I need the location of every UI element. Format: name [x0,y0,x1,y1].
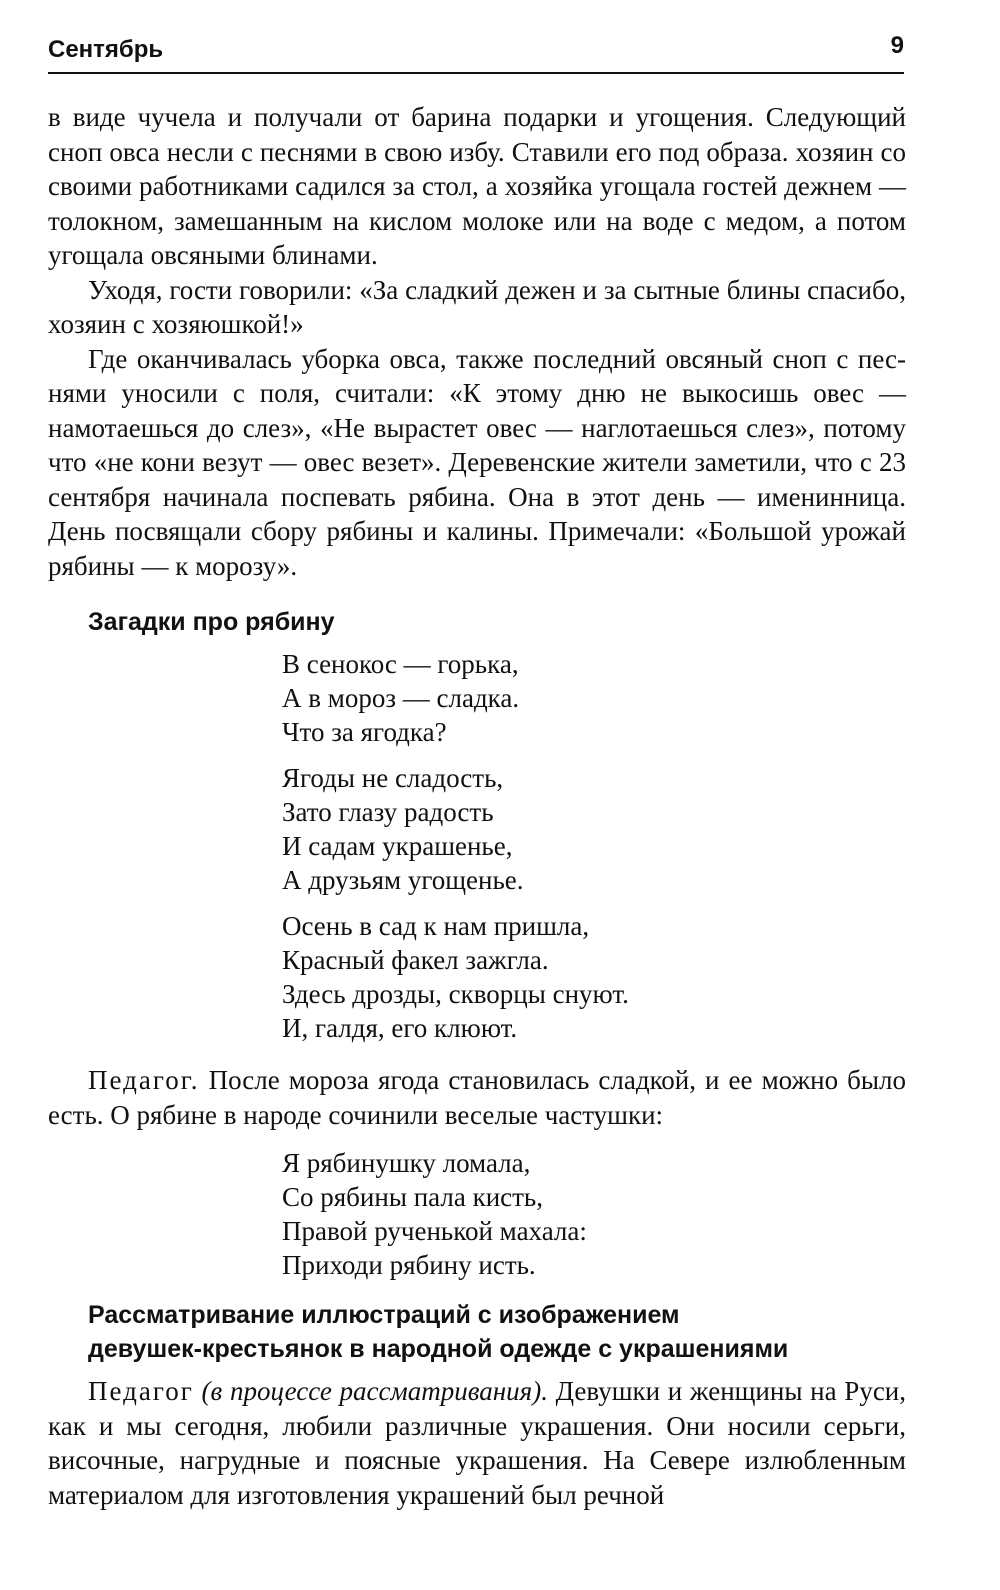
page-number: 9 [890,32,904,59]
riddle-stanza-2 [282,761,906,897]
heading-line: Рассматривание иллюстраций с изображением [88,1301,680,1329]
pedagog-paragraph-2 [48,1374,906,1512]
paragraph-3: Где оканчивалась уборка овса, также последний овсяный сноп с песнями уносили с поля, считали: «К этому дню не выкосишь овес — намотаешься до слез», «Не вырастет овес — наглотаешься слез», потому что «не кони везут — овес везет». Деревенские жители заметили, что с 23 сентября начинала поспевать рябина. Она в этот день — именинница. День посвящали сбору рябины и калины. Примечали: «Большой урожай рябины — к морозу». [48,343,906,581]
page-body [48,100,906,1512]
poem-line: Осень в сад к нам пришла, [282,911,590,941]
riddle-stanza-3 [282,909,906,1045]
riddles-poem [282,647,906,1045]
riddle-stanza-1 [282,647,906,749]
poem-line: И садам украшенье, [282,831,513,861]
poem-line: Ягоды не сладость, [282,763,504,793]
poem-line: А друзьям угощенье. [282,865,524,895]
illustrations-heading [88,1298,906,1366]
poem-line: Что за ягодка? [282,717,447,747]
speaker-label: Педагог. [88,1065,200,1095]
speaker-label: Педагог [88,1376,194,1406]
poem-line: Со рябины пала кисть, [282,1182,543,1212]
poem-line: В сенокос — горька, [282,649,519,679]
pedagog-text: После мороза ягода становилась сладкой, и ее можно было есть. О рябине в народе сочинили веселые частушки: [48,1065,906,1130]
stage-remark: (в процессе рассматривания). [201,1376,548,1406]
poem-line: Здесь дрозды, скворцы снуют. [282,979,629,1009]
poem-line: Зато глазу радость [282,797,494,827]
running-title: Сентябрь [48,36,164,63]
paragraph-2: Уходя, гости говорили: «За сладкий дежен и за сытные блины спасибо, хозяин с хозяюшкой!» [48,274,906,339]
chastushka-poem [282,1146,906,1282]
poem-line: Правой рученькой махала: [282,1216,587,1246]
riddles-heading: Загадки про рябину [88,608,335,636]
pedagog-text: Девушки и женщины на Руси, как и мы сегодня, любили различные украшения. Они носили серьги, височные, нагрудные и поясные украшения. На Севере излюбленным материалом для изготовления украшений был речной [48,1376,906,1510]
paragraph-1: в виде чучела и получали от барина подарки и угощения. Следующий сноп овса несли с песнями в свою избу. Ставили его под образа. хозяин со своими работниками садился за стол, а хозяйка угощала гостей дежнем — толокном, замешанным на кислом молоке или на воде с медом, а потом угощала овсяными блинами. [48,102,906,270]
poem-line: Приходи рябину исть. [282,1250,536,1280]
pedagog-paragraph-1 [48,1063,906,1132]
running-header [48,32,904,74]
poem-line: Красный факел зажгла. [282,945,549,975]
heading-line: девушек-крестьянок в народной одежде с украшениями [88,1335,789,1363]
poem-line: А в мороз — сладка. [282,683,520,713]
poem-line: Я рябинушку ломала, [282,1148,531,1178]
poem-line: И, галдя, его клюют. [282,1013,518,1043]
